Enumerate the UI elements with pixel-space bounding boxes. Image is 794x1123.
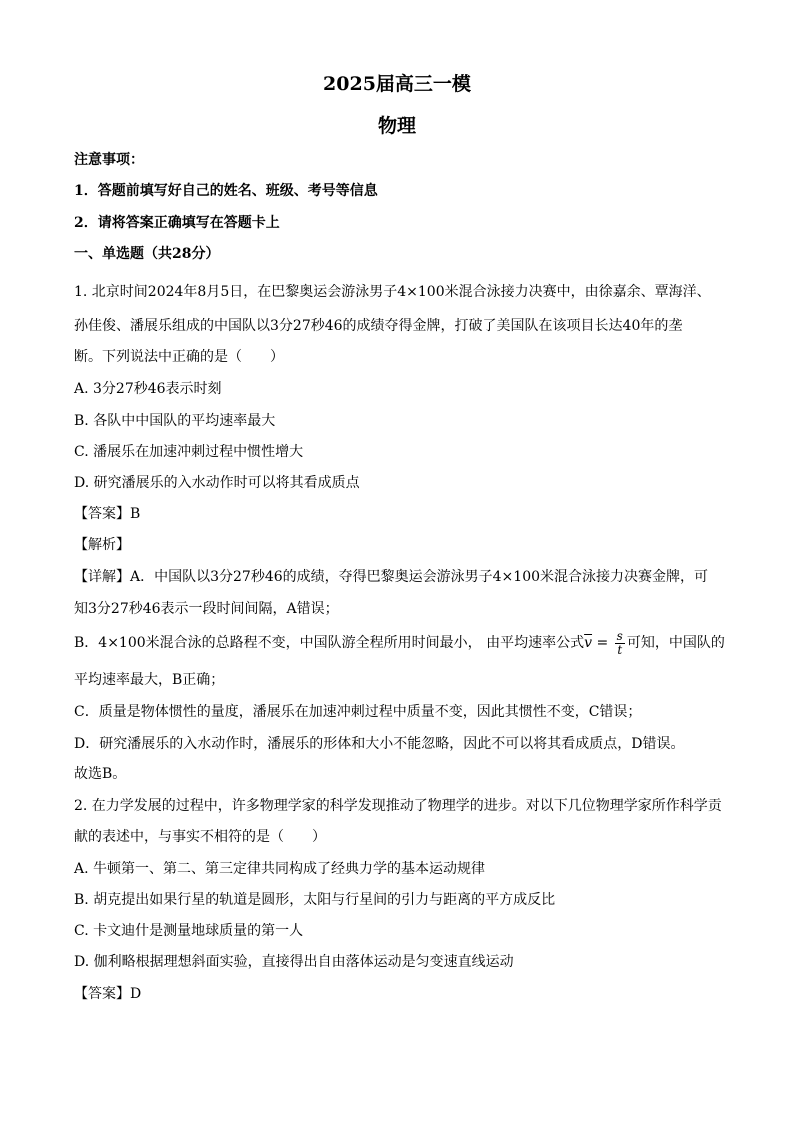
q1-detail-line-2: 知3分27秒46表示一段时间间隔，A错误；	[74, 601, 339, 617]
q1-detail-c: C．质量是物体惯性的量度，潘展乐在加速冲刺过程中质量不变，因此其惯性不变，C错误；	[74, 704, 642, 720]
q1-answer: 【答案】B	[74, 506, 141, 522]
q2-answer: 【答案】D	[74, 986, 142, 1002]
q1-stem-math: 4×100	[397, 284, 445, 300]
q2-option-c: C. 卡文迪什是测量地球质量的第一人	[74, 923, 304, 939]
q2-option-b: B. 胡克提出如果行星的轨道是圆形，太阳与行星间的引力与距离的平方成反比	[74, 892, 556, 908]
q1-stem-text-b: 米混合泳接力决赛中，由徐嘉余、覃海洋、	[444, 284, 711, 300]
notice-item-2: 2．请将答案正确填写在答题卡上	[74, 215, 280, 231]
q1-option-c: C. 潘展乐在加速冲刺过程中惯性增大	[74, 444, 304, 460]
q1-stem-line-3: 断。下列说法中正确的是（ ）	[74, 349, 284, 365]
q1-detail-b-line-2: 平均速率最大，B正确；	[74, 672, 225, 688]
q2-stem-line-1: 2. 在力学发展的过程中，许多物理学家的科学发现推动了物理学的进步。对以下几位物理学家所作科学贡	[74, 798, 722, 814]
q1-analysis-label: 【解析】	[74, 537, 130, 553]
notice-heading: 注意事项：	[74, 152, 144, 168]
q1-conclusion: 故选B。	[74, 766, 127, 782]
q1-option-a: A. 3分27秒46表示时刻	[74, 381, 222, 397]
speed-formula-fraction	[615, 630, 625, 657]
section-heading: 一、单选题（共28分）	[74, 246, 220, 262]
avg-speed-symbol: $\overline{v}$	[584, 635, 593, 651]
q1-detail-line-1: 【详解】A．中国队以3分27秒46的成绩，夺得巴黎奥运会游泳男子4×100米混合泳接力决赛金牌，可	[74, 569, 709, 585]
q1-stem-text-a: 1. 北京时间2024年8月5日，在巴黎奥运会游泳男子	[74, 284, 398, 300]
q1-detail-b-pre: B．4×100米混合泳的总路程不变，中国队游全程所用时间最小， 由平均速率公式	[74, 635, 585, 651]
q1-option-b: B. 各队中中国队的平均速率最大	[74, 413, 276, 429]
q2-stem-line-2: 献的表述中，与事实不相符的是（ ）	[74, 829, 326, 845]
exam-title: 2025届高三一模	[323, 73, 471, 95]
q2-option-d: D. 伽利略根据理想斜面实验，直接得出自由落体运动是匀变速直线运动	[74, 954, 514, 970]
q1-detail-d: D．研究潘展乐的入水动作时，潘展乐的形体和大小不能忽略，因此不可以将其看成质点，D错误。	[74, 736, 685, 752]
q2-option-a: A. 牛顿第一、第二、第三定律共同构成了经典力学的基本运动规律	[74, 861, 486, 877]
q1-detail-b	[74, 626, 725, 660]
equals-sign: =	[592, 635, 613, 651]
q1-stem-line-1	[74, 283, 711, 301]
q1-detail-b-post: 可知，中国队的	[626, 635, 725, 651]
notice-item-1: 1．答题前填写好自己的姓名、班级、考号等信息	[74, 183, 378, 199]
fraction-numerator: s	[616, 628, 623, 643]
subject-title: 物理	[377, 115, 416, 137]
q1-option-d: D. 研究潘展乐的入水动作时可以将其看成质点	[74, 475, 360, 491]
q1-stem-line-2: 孙佳俊、潘展乐组成的中国队以3分27秒46的成绩夺得金牌，打破了美国队在该项目长达40年的垄	[74, 318, 683, 334]
fraction-denominator: t	[617, 642, 623, 657]
